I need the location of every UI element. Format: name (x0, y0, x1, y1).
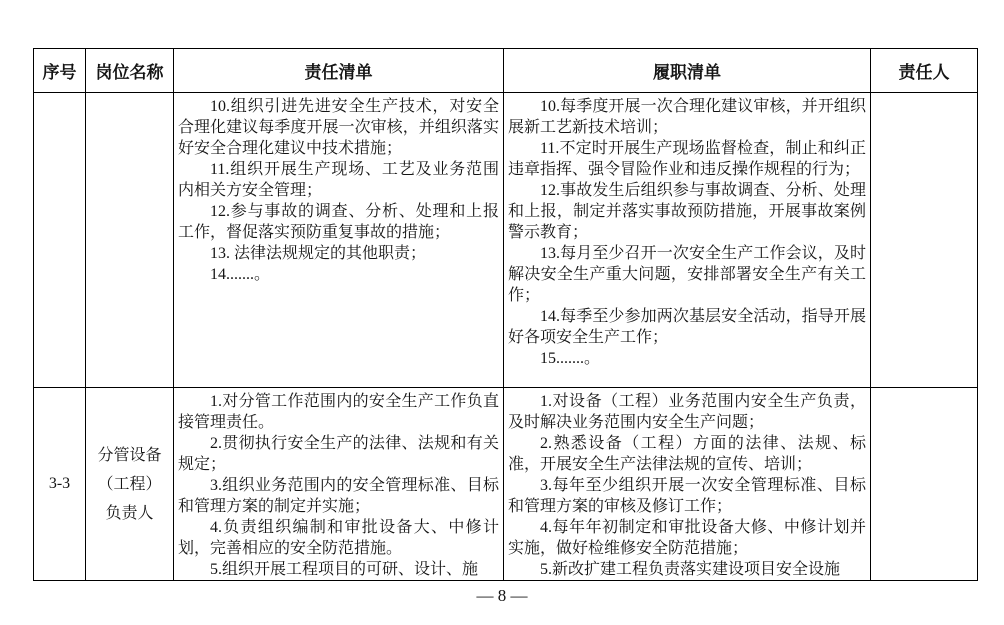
text-line: 12.事故发生后组织参与事故调查、分析、处理和上报，制定并落实事故预防措施，开展事故案例警示教育； (508, 182, 866, 241)
text-line: 3.每年至少组织开展一次安全管理标准、目标和管理方案的审核及修订工作； (508, 477, 866, 515)
text-line: 14.每季至少参加两次基层安全活动，指导开展好各项安全生产工作； (508, 308, 866, 346)
text-line: 11.组织开展生产现场、工艺及业务范围内相关方安全管理； (178, 161, 499, 199)
table-row (34, 388, 978, 581)
text-line: 12.参与事故的调查、分析、处理和上报工作，督促落实预防重复事故的措施； (178, 203, 499, 241)
text-line: 分管设备 (97, 446, 162, 464)
text-line: 2.熟悉设备（工程）方面的法律、法规、标准，开展安全生产法律法规的宣传、培训； (508, 435, 866, 473)
header-position-name: 岗位名称 (86, 49, 174, 93)
header-responsibility-list: 责任清单 (174, 49, 504, 93)
text-line: 13.每月至少召开一次安全生产工作会议，及时解决安全生产重大问题，安排部署安全生产有关工作； (508, 245, 866, 304)
cell-duty-list (504, 388, 871, 581)
cell-serial-number: 3-3 (34, 388, 86, 581)
text-line: 15.......。 (540, 350, 601, 367)
cell-responsibility-list (174, 93, 504, 388)
header-serial-number: 序号 (34, 49, 86, 93)
cell-responsible-person (871, 388, 978, 581)
cell-position-name (86, 388, 174, 581)
cell-responsibility-list (174, 388, 504, 581)
text-line: 1.对设备（工程）业务范围内安全生产负责，及时解决业务范围内安全生产问题； (508, 393, 866, 431)
text-line: 1.对分管工作范围内的安全生产工作负直接管理责任。 (178, 393, 499, 431)
text-line: （工程） (97, 475, 162, 493)
header-responsible-person: 责任人 (871, 49, 978, 93)
text-line: 14.......。 (210, 266, 271, 283)
text-line: 负责人 (105, 504, 154, 522)
text-line: 4.负责组织编制和审批设备大、中修计划，完善相应的安全防范措施。 (178, 519, 499, 557)
page-number: — 8 — (476, 586, 528, 605)
text-line: 5.组织开展工程项目的可研、设计、施 (210, 561, 479, 578)
text-line: 5.新改扩建工程负责落实建设项目安全设施 (540, 561, 841, 578)
text-line: 13. 法律法规规定的其他职责； (210, 245, 427, 262)
text-line: 3.组织业务范围内的安全管理标准、目标和管理方案的制定并实施； (178, 477, 499, 515)
text-line: 2.贯彻执行安全生产的法律、法规和有关规定； (178, 435, 499, 473)
text-line: 10.组织引进先进安全生产技术，对安全合理化建议每季度开展一次审核，并组织落实好安全合理化建议中技术措施； (178, 98, 499, 157)
text-line: 10.每季度开展一次合理化建议审核，并开组织展新工艺新技术培训； (508, 98, 866, 136)
cell-position-name (86, 93, 174, 388)
table-row (34, 93, 978, 388)
text-line: 4.每年年初制定和审批设备大修、中修计划并实施，做好检维修安全防范措施； (508, 519, 866, 557)
table-header-row (34, 49, 978, 93)
cell-serial-number (34, 93, 86, 388)
cell-duty-list (504, 93, 871, 388)
cell-responsible-person (871, 93, 978, 388)
header-duty-list: 履职清单 (504, 49, 871, 93)
text-line: 11.不定时开展生产现场监督检查，制止和纠正违章指挥、强令冒险作业和违反操作规程的行为； (508, 140, 866, 178)
responsibility-table (33, 48, 978, 581)
